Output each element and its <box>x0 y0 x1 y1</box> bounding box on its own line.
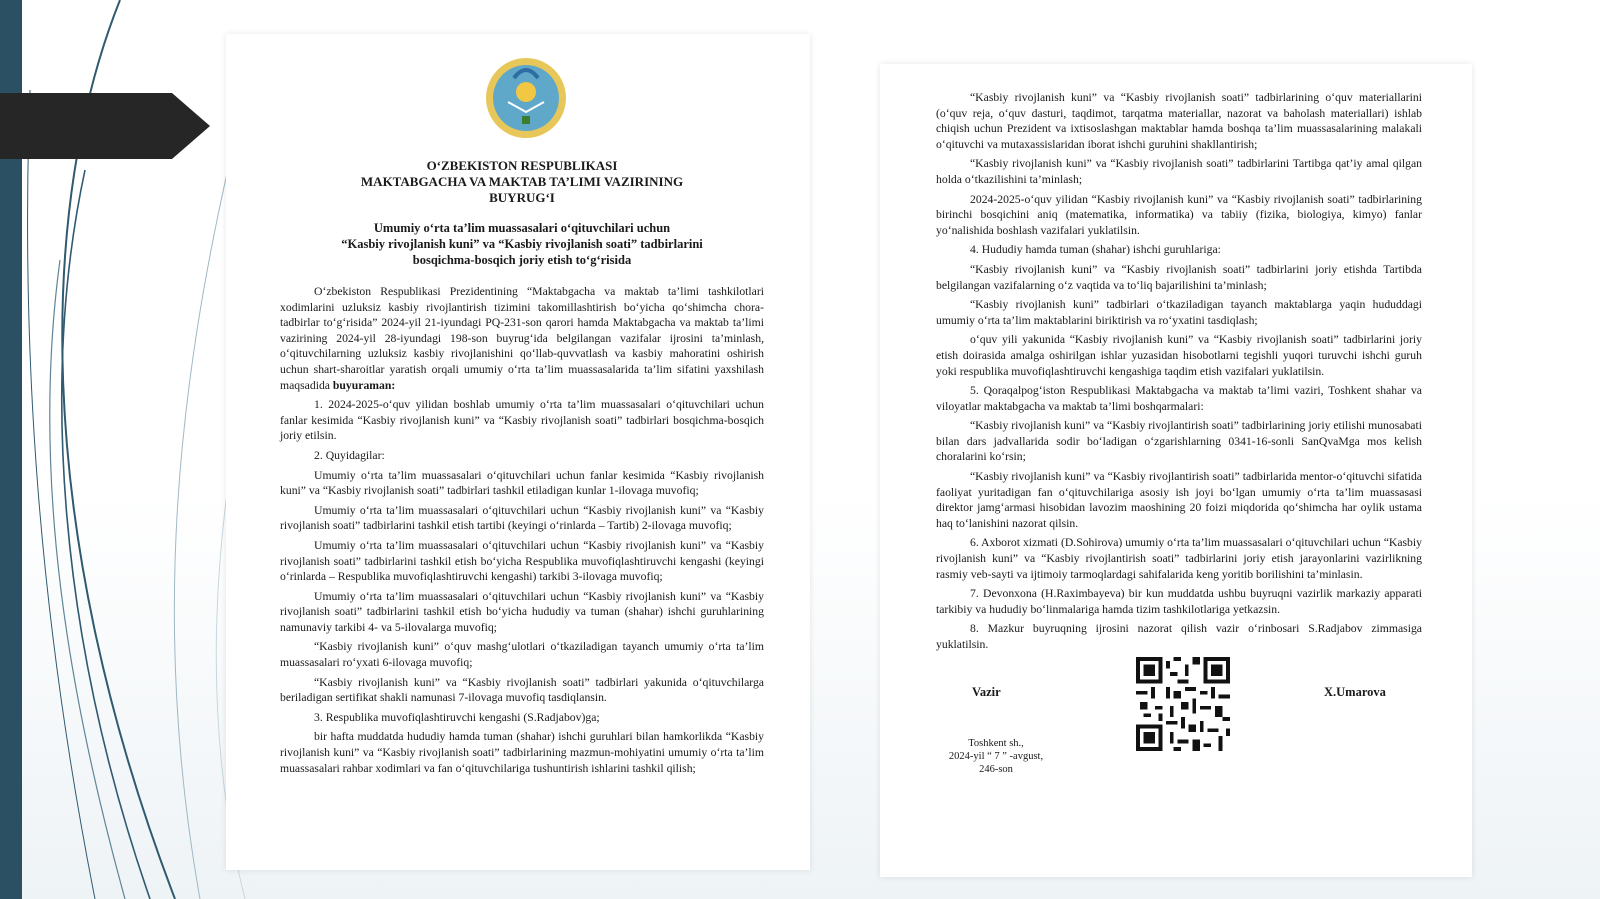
intro-paragraph <box>280 284 764 393</box>
order-paragraph: Umumiy o‘rta ta’lim muassasalari o‘qituvchilari uchun “Kasbiy rivojlanish kuni” va “Kasbiy rivojlanish soati” tadbirlarini tashkil etish tartibi (keyingi o‘rinlarda – Tartib) 2-ilovaga muvofiq; <box>280 503 764 533</box>
order-paragraph: 2024-2025-o‘quv yilidan “Kasbiy rivojlanish kuni” va “Kasbiy rivojlanish soati” tadbirlarining birinchi bosqichini aniq (matematika, informatika) va tabiiy (fizika, biologiya, kimyo) fanlar yo‘nalishida boshlash vazifalari yuklatilsin. <box>936 192 1422 237</box>
order-paragraph: 1. 2024-2025-o‘quv yilidan boshlab umumiy o‘rta ta’lim muassasalari o‘qituvchilari uchun fanlar kesimida “Kasbiy rivojlanish kuni” va “Kasbiy rivojlanish soati” tadbirlari bosqichma-bosqich joriy etilsin. <box>280 398 764 443</box>
order-paragraph: “Kasbiy rivojlanish kuni” va “Kasbiy rivojlanish soati” tadbirlarini joriy etishda Tartibda belgilangan vazifalarning o‘z vaqtida va to‘liq bajarilishini ta’minlash; <box>936 262 1422 292</box>
order-paragraph: Umumiy o‘rta ta’lim muassasalari o‘qituvchilari uchun “Kasbiy rivojlanish kuni” va “Kasbiy rivojlanish soati” tadbirlarini tashkil etish bo‘yicha Respublika muvofiqlashtiruvchi kengashi (keyingi o‘rinlarda – Respublika muvofiqlashtiruvchi kengashi) tarkibi 3-ilovaga muvofiq; <box>280 538 764 584</box>
signatory-position: Vazir <box>972 684 1001 699</box>
order-paragraph: 3. Respublika muvofiqlashtiruvchi kengashi (S.Radjabov)ga; <box>314 710 600 724</box>
order-paragraph: “Kasbiy rivojlanish kuni” va “Kasbiy rivojlanish soati” tadbirlari yakunida o‘qituvchilarga beriladigan sertifikat shakli namunasi 7-ilovaga muvofiq tasdiqlansin. <box>280 675 764 705</box>
order-paragraph: “Kasbiy rivojlanish kuni” va “Kasbiy rivojlanish soati” tadbirlarining o‘quv materiallarini (o‘quv reja, o‘quv dasturi, taqdimot, tarqatma materiallar, nazorat va baholash materiallari) ishlab chiqish uchun Prezident va ixtisoslashgan maktablar hamda boshqa ta’lim muassasalarining malakali o‘qituvchi va mutaxassislaridan iborat ishchi guruhini shakllantirish; <box>936 91 1422 151</box>
intro-bold-word: buyuraman: <box>332 378 396 392</box>
order-paragraph: 8. Mazkur buyruqning ijrosini nazorat qilish vazir o‘rinbosari S.Radjabov zimmasiga yuklatilsin. <box>936 622 1422 651</box>
order-paragraph: “Kasbiy rivojlanish kuni” va “Kasbiy rivojlantirish soati” tadbirlarida mentor-o‘qituvchi sifatida faoliyat yuritadigan fan o‘qituvchilariga asosiy ish joyi bo‘lgan umumiy o‘rta ta’lim muassasasi direktor jamg‘armasi hisobidan lavozim maoshining 20 foizi miqdorida qo‘shimcha har oylik ustama haq to‘lanishini nazorat qilsin. <box>936 470 1422 530</box>
order-title <box>280 220 764 268</box>
order-paragraph: Umumiy o‘rta ta’lim muassasalari o‘qituvchilari uchun fanlar kesimida “Kasbiy rivojlanish kuni” va “Kasbiy rivojlanish soati” tadbirlari tashkil etiladigan kunlar 1-ilovaga muvofiq; <box>280 468 764 498</box>
order-paragraph: bir hafta muddatda hududiy hamda tuman (shahar) ishchi guruhlari bilan hamkorlikda “Kasbiy rivojlanish kuni” va “Kasbiy rivojlanish soati” tadbirlarining mazmun-mohiyatini umumiy o‘rta ta’lim muassasalari rahbar xodimlari va fan o‘qituvchilariga tushuntirish ishlarini tashkil qilish; <box>280 730 764 775</box>
order-paragraph: o‘quv yili yakunida “Kasbiy rivojlanish kuni” va “Kasbiy rivojlanish soati” tadbirlarini joriy etish doirasida amalga oshirilgan ishlar yuzasidan hisobotlarni tegishli yuqori turuvchi ishchi guruh yoki respublika muvofiqlashtiruvchi kengashiga taqdim etish vazifalari yuklatilsin. <box>936 333 1422 378</box>
signature-block <box>936 661 1422 791</box>
order-paragraph: 5. Qoraqalpog‘iston Respublikasi Maktabgacha va maktab ta’limi vaziri, Toshkent shahar va viloyatlar maktabgacha va maktab ta’limi boshqarmalari: <box>936 384 1422 413</box>
place-date-number <box>936 737 1056 776</box>
order-title-line: “Kasbiy rivojlanish kuni” va “Kasbiy rivojlanish soati” tadbirlarini <box>341 237 703 251</box>
order-title-line: bosqichma-bosqich joriy etish to‘g‘risida <box>412 253 632 267</box>
date-line: 2024-yil “ 7 ” -avgust, <box>948 750 1044 762</box>
order-paragraph: “Kasbiy rivojlanish kuni” o‘quv mashg‘ulotlari o‘tkaziladigan tayanch umumiy o‘rta ta’lim muassasalari ro‘yxati 6-ilovaga muvofiq; <box>280 640 764 670</box>
order-paragraph: “Kasbiy rivojlanish kuni” va “Kasbiy rivojlantirish soati” tadbirlarining joriy etilishi munosabati bilan dars jadvallarida sodir bo‘ladigan o‘zgarishlarning 0341-16-sonli SanQvaMga mos kelish choralarini ko‘rsin; <box>936 419 1422 464</box>
order-paragraph: 2. Quyidagilar: <box>314 448 385 462</box>
order-header-line-3: BUYRUG‘I <box>489 190 555 205</box>
arrow-tag <box>0 93 210 159</box>
state-emblem-icon <box>484 56 568 140</box>
order-header-line-1: O‘ZBEKISTON RESPUBLIKASI <box>426 158 618 173</box>
qr-code-icon <box>1136 657 1230 751</box>
document-page-right <box>880 64 1472 877</box>
order-header-line-2: MAKTABGACHA VA MAKTAB TA’LIMI VAZIRINING <box>360 174 684 189</box>
order-paragraph: 4. Hududiy hamda tuman (shahar) ishchi guruhlariga: <box>970 243 1221 257</box>
order-paragraph: 6. Axborot xizmati (D.Sohirova) umumiy o‘rta ta’lim muassasalari o‘qituvchilari uchun “Kasbiy rivojlanish kuni” va “Kasbiy rivojlantirish soati” tadbirlarini joriy etish jarayonlarini vazirlikning rasmiy veb-sayti va ijtimoiy tarmoqlardagi sahifalarida keng yoritib borilishini ta’minlasin. <box>936 536 1422 581</box>
order-title-line: Umumiy o‘rta ta’lim muassasalari o‘qituvchilari uchun <box>373 221 671 235</box>
order-paragraph: “Kasbiy rivojlanish kuni” va “Kasbiy rivojlanish soati” tadbirlarini Tartibga qat’iy amal qilgan holda o‘tkazilishini ta’minlash; <box>936 157 1422 186</box>
signatory-name: X.Umarova <box>1324 684 1386 699</box>
order-paragraph: Umumiy o‘rta ta’lim muassasalari o‘qituvchilari uchun “Kasbiy rivojlanish kuni” va “Kasbiy rivojlanish soati” tadbirlarini tashkil etish bo‘yicha hududiy va tuman (shahar) ishchi guruhlarining namunaviy tarkibi 4- va 5-ilovalarga muvofiq; <box>280 589 764 634</box>
order-paragraph: 7. Devonxona (H.Raximbayeva) bir kun muddatda ushbu buyruqni vazirlik markaziy apparati tarkibiy va hududiy bo‘linmalariga hamda tizim tashkilotlariga yetkazsin. <box>936 587 1422 616</box>
intro-text: O‘zbekiston Respublikasi Prezidentining “Maktabgacha va maktab ta’limi tashkilotlari xodimlarini uzluksiz kasbiy rivojlantirish tizimini takomillashtirish bo‘yicha qo‘shimcha chora-tadbirlar to‘g‘risida” 2024-yil 21-iyundagi PQ-231-son qarori hamda Maktabgacha va maktab ta’limi vazirining 2024-yil 28-iyundagi 198-son buyrug‘ida belgilangan vazifalar ijrosini ta’minlash, o‘qituvchilarning uzluksiz kasbiy rivojlanishini qo‘llab-quvvatlash va kasbiy mahoratini oshirish uchun shart-sharoitlar yaratish orqali umumiy o‘rta ta’lim muassasalarida ta’lim sifatini yaxshilash maqsadida <box>280 285 764 392</box>
number-line: 246-son <box>979 763 1013 775</box>
place-line: Toshkent sh., <box>968 737 1024 749</box>
order-paragraph: “Kasbiy rivojlanish kuni” tadbirlari o‘tkaziladigan tayanch maktablarga yaqin hududdagi umumiy o‘rta ta’lim maktablarini biriktirish va ro‘yxatini tasdiqlash; <box>936 298 1422 327</box>
document-page-left <box>226 34 810 870</box>
